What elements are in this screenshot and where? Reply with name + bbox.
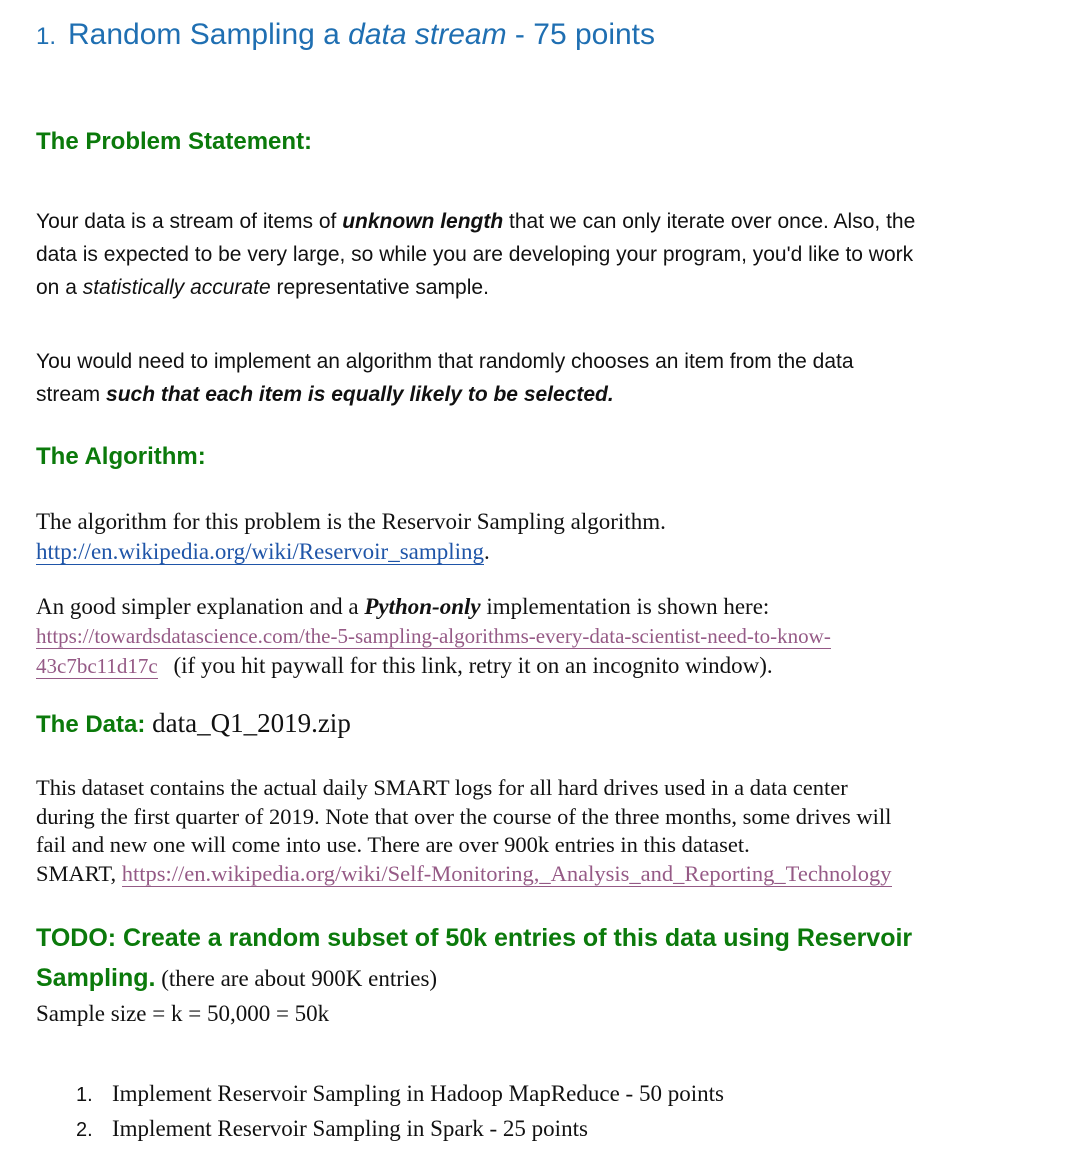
- todo-heading: TODO: Create a random subset of 50k entries of this data using Reservoir: [36, 924, 913, 952]
- algorithm-paragraph-2: An good simpler explanation and a Python-only implementation is shown here: https://towardsdatascience.com/the-5-sampling-algorithms-every-data-scientist-need-to-know- 43c7bc11d17c (if you hit paywall for this link, retry it on an incognito window).: [36, 594, 831, 678]
- unknown-length-emphasis: unknown length: [342, 210, 504, 233]
- algorithm-paragraph-1: The algorithm for this problem is the Reservoir Sampling algorithm. http://en.wikipedia.org/wiki/Reservoir_sampling.: [36, 509, 666, 564]
- todo-sampling: Sampling.: [36, 964, 156, 992]
- data-heading-row: [36, 708, 351, 739]
- list-item: 1. Implement Reservoir Sampling in Hadoop MapReduce - 50 points: [76, 1081, 724, 1106]
- title-part2: - 75 points: [506, 18, 656, 51]
- todo-list: [76, 1078, 724, 1148]
- statistically-accurate-emphasis: statistically accurate: [82, 276, 271, 299]
- data-filename: data_Q1_2019.zip: [145, 708, 351, 738]
- list-item: 2. Implement Reservoir Sampling in Spark - 25 points: [76, 1116, 588, 1141]
- page-title: [36, 18, 655, 52]
- problem-heading: The Problem Statement:: [36, 128, 313, 155]
- paywall-note: (if you hit paywall for this link, retry it on an incognito window).: [167, 653, 773, 678]
- smart-wiki-link[interactable]: https://en.wikipedia.org/wiki/Self-Monitoring,_Analysis_and_Reporting_Technology: [121, 860, 892, 886]
- sample-size: Sample size = k = 50,000 = 50k: [36, 1001, 330, 1026]
- title-part1: Random Sampling a: [68, 18, 349, 51]
- equally-likely-emphasis: such that each item is equally likely to be selected.: [106, 383, 614, 406]
- data-paragraph: This dataset contains the actual daily SMART logs for all hard drives used in a data center during the first quarter of 2019. Note that over the course of the three months, some drives will fail and new one will come into use. There are over 900k entries in this dataset. SMART, https://en.wikipedia.org/wiki/Self-Monitoring,_Analysis_and_Reporting_Technology: [36, 775, 892, 886]
- problem-paragraph-2: You would need to implement an algorithm that randomly chooses an item from the data stream such that each item is equally likely to be selected.: [36, 350, 854, 406]
- todo-line-2: [36, 964, 437, 993]
- problem-paragraph-1: Your data is a stream of items of unknown length that we can only iterate over once. Also, the data is expected to be very large, so while you are developing your program, you'd like to work on a statistically accurate representative sample.: [36, 210, 916, 299]
- title-italic: data stream: [348, 18, 507, 51]
- title-number: 1.: [36, 23, 57, 50]
- algorithm-heading: The Algorithm:: [36, 443, 206, 470]
- towardsdatascience-link[interactable]: https://towardsdatascience.com/the-5-sampling-algorithms-every-data-scientist-need-to-know-: [36, 624, 831, 648]
- data-heading: The Data:: [36, 711, 146, 738]
- towardsdatascience-link-continued[interactable]: 43c7bc11d17c: [36, 654, 158, 678]
- python-only-emphasis: Python-only: [364, 594, 481, 619]
- todo-entries-note: (there are about 900K entries): [155, 966, 438, 991]
- reservoir-sampling-wiki-link[interactable]: http://en.wikipedia.org/wiki/Reservoir_sampling: [36, 539, 485, 564]
